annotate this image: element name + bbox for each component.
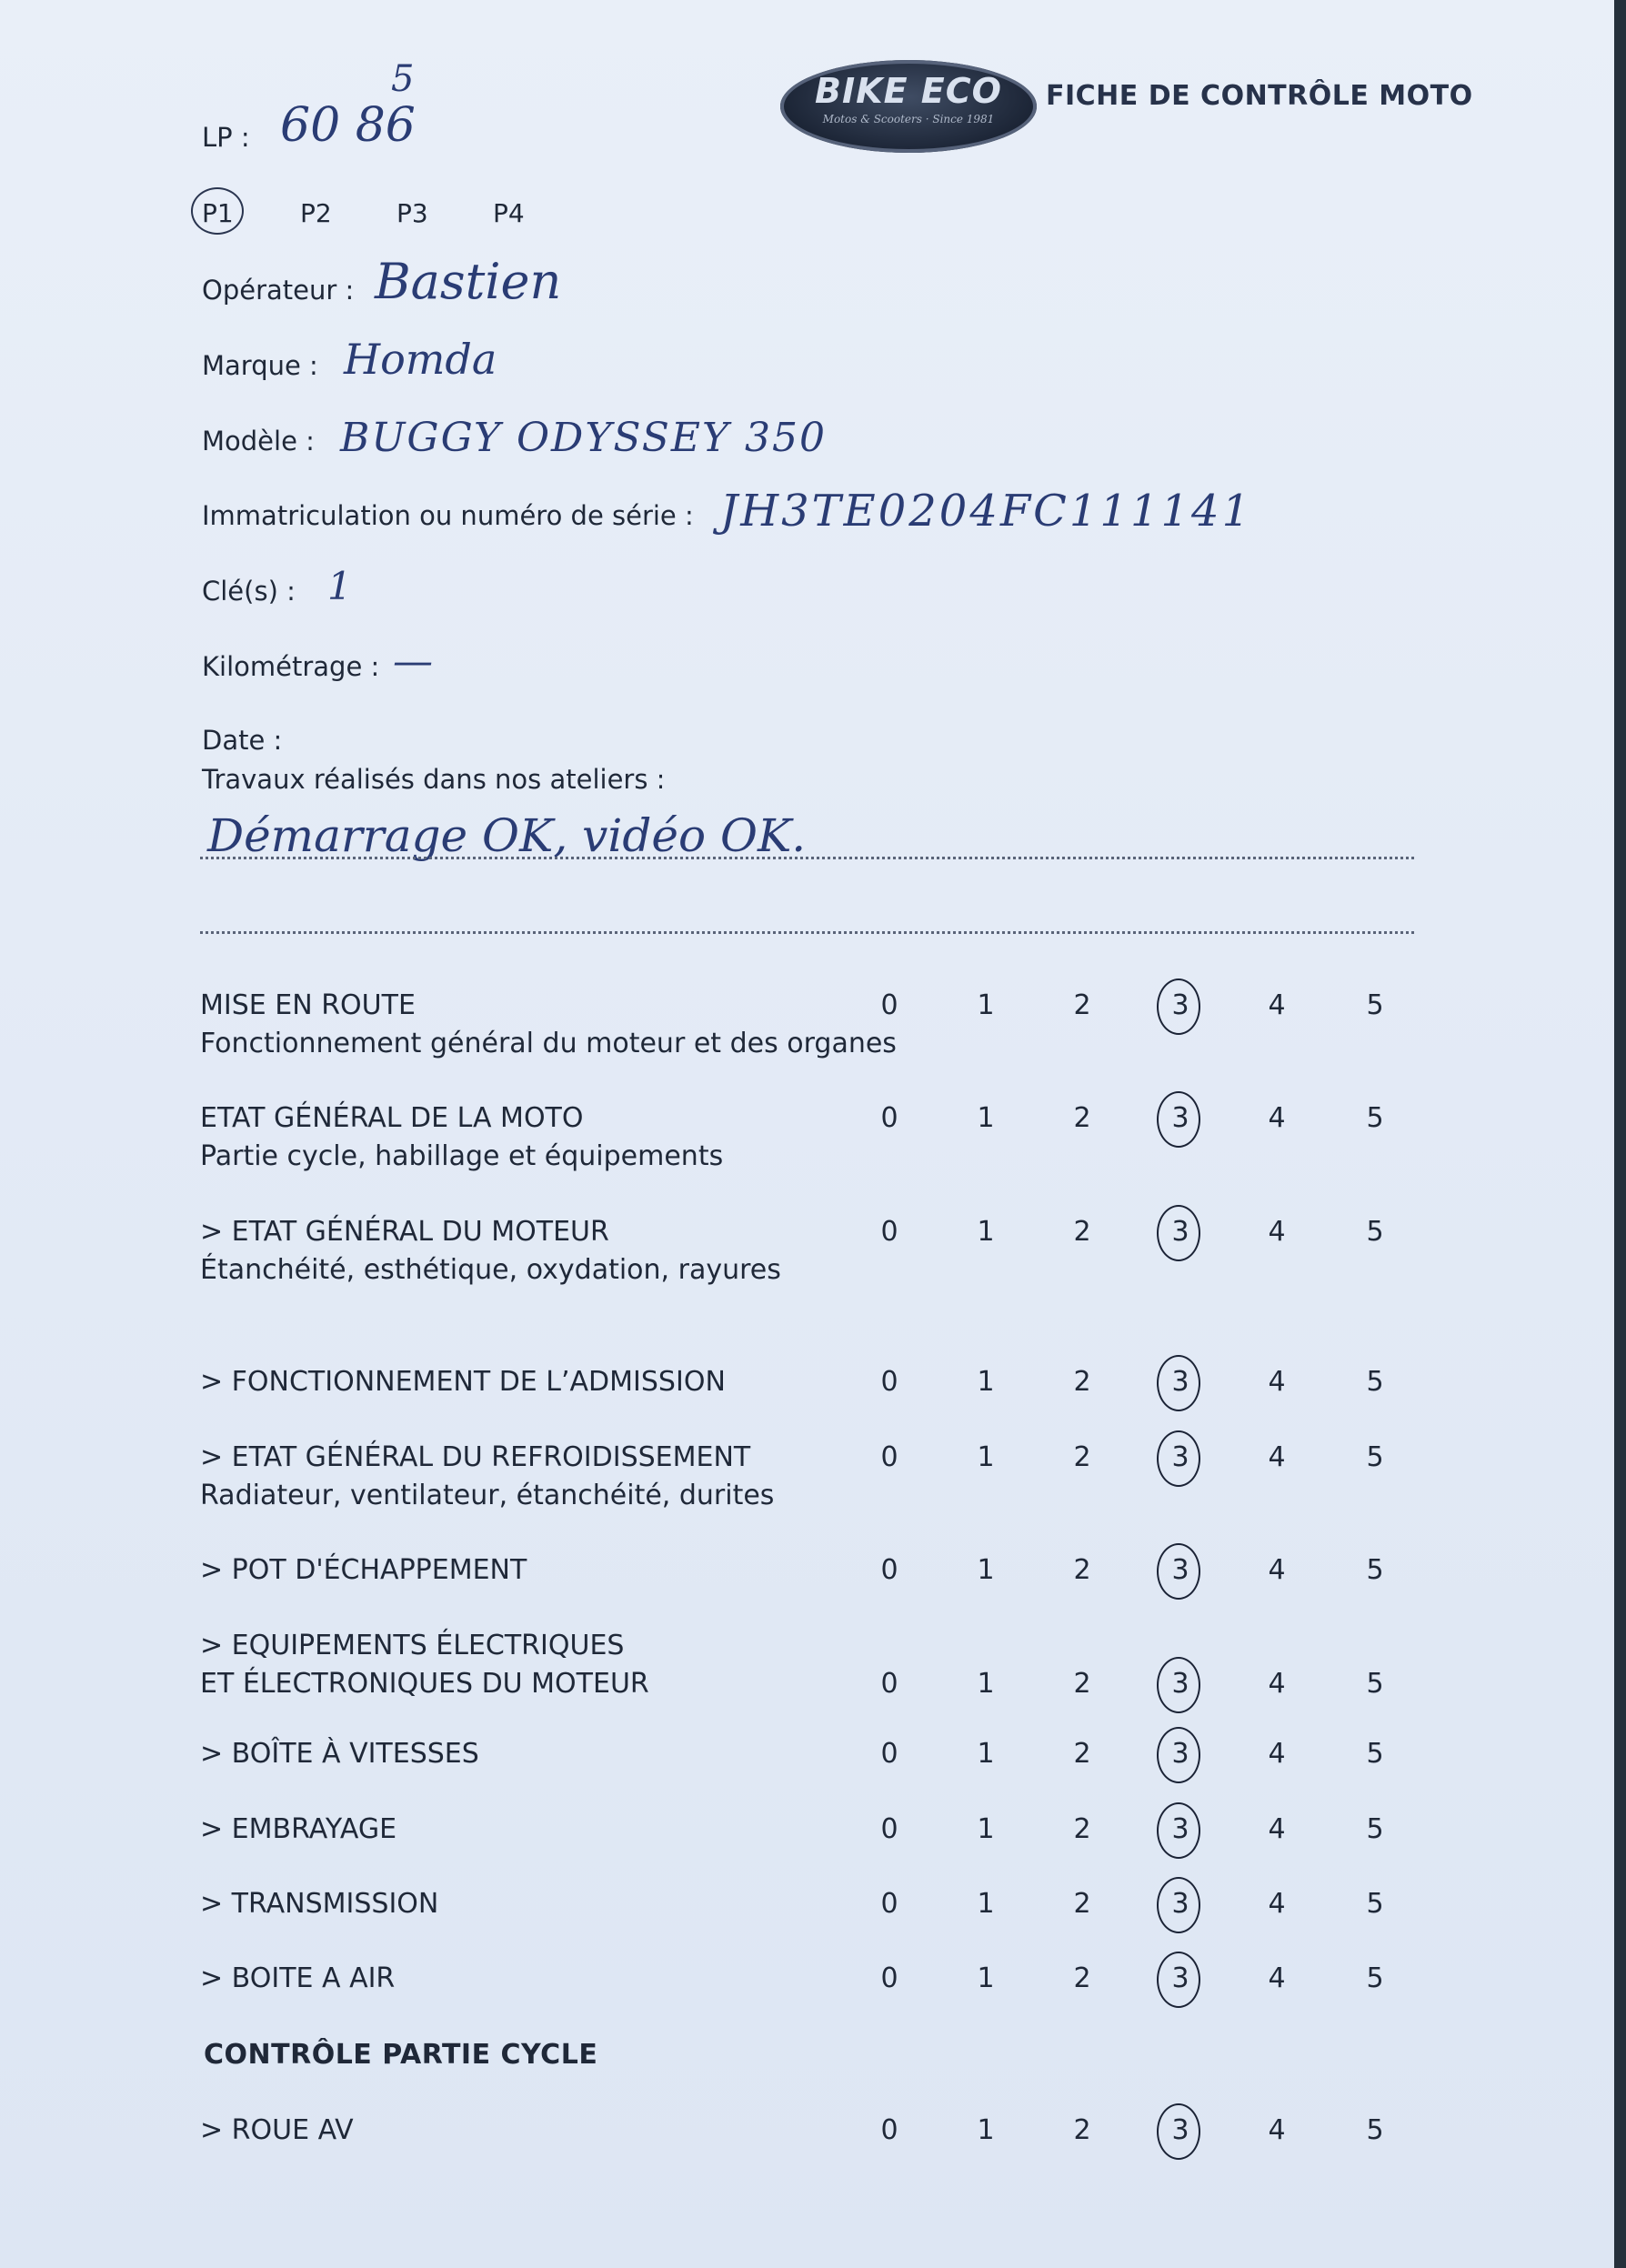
score-option-0[interactable]: 0 xyxy=(880,1366,898,1398)
score-option-2[interactable]: 2 xyxy=(1073,1668,1091,1700)
keys-label: Clé(s) : xyxy=(202,576,296,607)
works-line-2 xyxy=(200,931,1414,934)
score-option-2[interactable]: 2 xyxy=(1073,1738,1091,1770)
score-option-3[interactable]: 3 xyxy=(1162,1554,1199,1586)
score-option-1[interactable]: 1 xyxy=(977,1813,995,1845)
score-option-2[interactable]: 2 xyxy=(1073,989,1091,1021)
check-subtitle: Radiateur, ventilateur, étanchéité, durites xyxy=(200,1480,775,1511)
score-option-0[interactable]: 0 xyxy=(880,1441,898,1473)
score-option-5[interactable]: 5 xyxy=(1366,1366,1384,1398)
score-option-0[interactable]: 0 xyxy=(880,1668,898,1700)
score-option-0[interactable]: 0 xyxy=(880,1554,898,1586)
score-option-1[interactable]: 1 xyxy=(977,1554,995,1586)
page-title: FICHE DE CONTRÔLE MOTO xyxy=(1046,80,1473,112)
check-title: > BOITE A AIR xyxy=(200,1962,396,1994)
operator-label: Opérateur : xyxy=(202,275,355,306)
score-option-2[interactable]: 2 xyxy=(1073,2114,1091,2146)
lp-value-main: 60 8 xyxy=(280,98,386,153)
score-option-2[interactable]: 2 xyxy=(1073,1962,1091,1994)
score-option-5[interactable]: 5 xyxy=(1366,1668,1384,1700)
score-option-4[interactable]: 4 xyxy=(1268,1216,1286,1248)
check-subtitle: Fonctionnement général du moteur et des organes xyxy=(200,1028,897,1059)
position-p2[interactable]: P2 xyxy=(300,198,332,228)
score-option-5[interactable]: 5 xyxy=(1366,1813,1384,1845)
score-option-3[interactable]: 3 xyxy=(1162,1813,1199,1845)
score-option-0[interactable]: 0 xyxy=(880,1888,898,1920)
lp-correction: 5 xyxy=(391,58,415,100)
background-edge xyxy=(1614,0,1626,2268)
check-title: > TRANSMISSION xyxy=(200,1888,439,1920)
score-option-5[interactable]: 5 xyxy=(1366,989,1384,1021)
score-option-5[interactable]: 5 xyxy=(1366,1102,1384,1134)
keys-value[interactable]: 1 xyxy=(327,564,352,608)
logo-tagline: Motos & Scooters · Since 1981 xyxy=(822,113,995,125)
score-option-2[interactable]: 2 xyxy=(1073,1554,1091,1586)
score-option-5[interactable]: 5 xyxy=(1366,1441,1384,1473)
works-value[interactable]: Démarrage OK, vidéo OK. xyxy=(207,809,807,862)
position-p1[interactable]: P1 xyxy=(202,198,234,228)
mileage-label: Kilométrage : xyxy=(202,651,380,682)
check-subtitle: Partie cycle, habillage et équipements xyxy=(200,1140,724,1172)
model-label: Modèle : xyxy=(202,426,315,457)
mileage-value[interactable]: — xyxy=(393,638,433,685)
score-option-5[interactable]: 5 xyxy=(1366,1554,1384,1586)
score-option-1[interactable]: 1 xyxy=(977,1962,995,1994)
brand-label: Marque : xyxy=(202,350,318,381)
score-option-4[interactable]: 4 xyxy=(1268,1554,1286,1586)
score-option-5[interactable]: 5 xyxy=(1366,1888,1384,1920)
score-option-2[interactable]: 2 xyxy=(1073,1366,1091,1398)
score-option-4[interactable]: 4 xyxy=(1268,1102,1286,1134)
score-option-3[interactable]: 3 xyxy=(1162,1738,1199,1770)
score-option-0[interactable]: 0 xyxy=(880,1962,898,1994)
position-p3[interactable]: P3 xyxy=(396,198,428,228)
serial-label: Immatriculation ou numéro de série : xyxy=(202,500,694,531)
score-option-3[interactable]: 3 xyxy=(1162,2114,1199,2146)
serial-value[interactable]: JH3TE0204FC111141 xyxy=(720,486,1253,537)
date-label: Date : xyxy=(202,725,283,756)
score-option-1[interactable]: 1 xyxy=(977,1738,995,1770)
score-option-0[interactable]: 0 xyxy=(880,1216,898,1248)
score-option-2[interactable]: 2 xyxy=(1073,1813,1091,1845)
score-option-2[interactable]: 2 xyxy=(1073,1102,1091,1134)
score-option-4[interactable]: 4 xyxy=(1268,1813,1286,1845)
score-option-5[interactable]: 5 xyxy=(1366,1962,1384,1994)
check-title: > EQUIPEMENTS ÉLECTRIQUES xyxy=(200,1630,625,1661)
check-title: > ETAT GÉNÉRAL DU REFROIDISSEMENT xyxy=(200,1441,751,1473)
score-option-4[interactable]: 4 xyxy=(1268,1962,1286,1994)
score-option-3[interactable]: 3 xyxy=(1162,1888,1199,1920)
score-option-3[interactable]: 3 xyxy=(1162,1216,1199,1248)
check-title: MISE EN ROUTE xyxy=(200,989,416,1021)
score-option-0[interactable]: 0 xyxy=(880,1102,898,1134)
score-option-1[interactable]: 1 xyxy=(977,1441,995,1473)
check-title: > BOÎTE À VITESSES xyxy=(200,1738,479,1770)
works-label: Travaux réalisés dans nos ateliers : xyxy=(202,764,666,795)
score-option-1[interactable]: 1 xyxy=(977,1102,995,1134)
score-option-5[interactable]: 5 xyxy=(1366,1216,1384,1248)
score-option-1[interactable]: 1 xyxy=(977,989,995,1021)
score-option-4[interactable]: 4 xyxy=(1268,1441,1286,1473)
score-option-1[interactable]: 1 xyxy=(977,2114,995,2146)
check-title: > ROUE AV xyxy=(200,2114,354,2146)
lp-label: LP : xyxy=(202,122,250,153)
section-cycle-title: CONTRÔLE PARTIE CYCLE xyxy=(204,2039,598,2071)
score-option-3[interactable]: 3 xyxy=(1162,1102,1199,1134)
score-option-5[interactable]: 5 xyxy=(1366,1738,1384,1770)
operator-value[interactable]: Bastien xyxy=(375,253,562,310)
score-option-4[interactable]: 4 xyxy=(1268,2114,1286,2146)
check-title: > POT D'ÉCHAPPEMENT xyxy=(200,1554,527,1586)
score-option-2[interactable]: 2 xyxy=(1073,1216,1091,1248)
score-option-4[interactable]: 4 xyxy=(1268,989,1286,1021)
brand-value[interactable]: Homda xyxy=(344,335,497,384)
check-title: > EMBRAYAGE xyxy=(200,1813,397,1845)
score-option-4[interactable]: 4 xyxy=(1268,1888,1286,1920)
score-option-2[interactable]: 2 xyxy=(1073,1441,1091,1473)
score-option-2[interactable]: 2 xyxy=(1073,1888,1091,1920)
score-option-3[interactable]: 3 xyxy=(1162,1668,1199,1700)
check-title: > ETAT GÉNÉRAL DU MOTEUR xyxy=(200,1216,609,1248)
score-option-0[interactable]: 0 xyxy=(880,1813,898,1845)
check-title: ETAT GÉNÉRAL DE LA MOTO xyxy=(200,1102,584,1134)
score-option-3[interactable]: 3 xyxy=(1162,1441,1199,1473)
score-option-1[interactable]: 1 xyxy=(977,1888,995,1920)
score-option-5[interactable]: 5 xyxy=(1366,2114,1384,2146)
score-option-4[interactable]: 4 xyxy=(1268,1366,1286,1398)
score-option-1[interactable]: 1 xyxy=(977,1216,995,1248)
score-option-0[interactable]: 0 xyxy=(880,2114,898,2146)
score-option-3[interactable]: 3 xyxy=(1162,1366,1199,1398)
works-line-1 xyxy=(200,857,1414,859)
score-option-4[interactable]: 4 xyxy=(1268,1668,1286,1700)
logo-brand-text: BIKE ECO xyxy=(815,71,1002,111)
score-option-1[interactable]: 1 xyxy=(977,1668,995,1700)
lp-value xyxy=(280,98,416,153)
score-option-1[interactable]: 1 xyxy=(977,1366,995,1398)
score-option-4[interactable]: 4 xyxy=(1268,1738,1286,1770)
position-selector xyxy=(191,189,555,235)
check-subtitle: ET ÉLECTRONIQUES DU MOTEUR xyxy=(200,1668,649,1700)
bike-eco-logo xyxy=(780,60,1037,153)
check-subtitle: Étanchéité, esthétique, oxydation, rayures xyxy=(200,1254,781,1286)
score-option-3[interactable]: 3 xyxy=(1162,1962,1199,1994)
model-value[interactable]: BUGGY ODYSSEY 350 xyxy=(340,415,828,461)
check-title: > FONCTIONNEMENT DE L’ADMISSION xyxy=(200,1366,726,1398)
lp-value-tail: 6 xyxy=(385,98,416,153)
score-option-0[interactable]: 0 xyxy=(880,1738,898,1770)
score-option-0[interactable]: 0 xyxy=(880,989,898,1021)
position-p4[interactable]: P4 xyxy=(493,198,525,228)
score-option-3[interactable]: 3 xyxy=(1162,989,1199,1021)
